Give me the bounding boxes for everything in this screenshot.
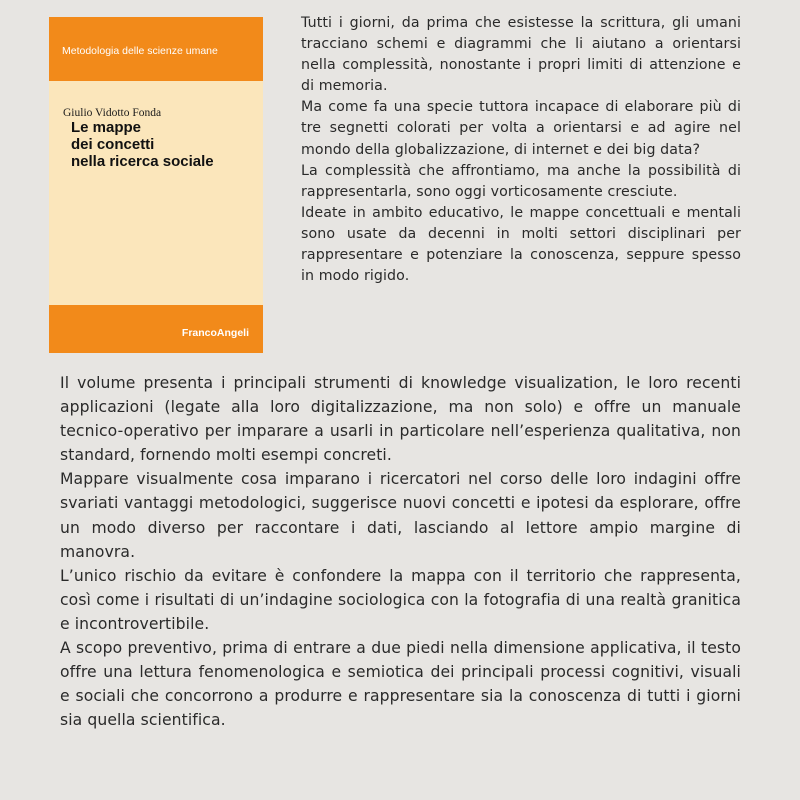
intro-paragraph: Tutti i giorni, da prima che esistesse la scrittura, gli umani tracciano schemi e diagrammi che li aiutano a orientarsi nella complessità, nonostante i propri limiti di attenzione e di memoria.: [301, 15, 741, 95]
cover-title-line: nella ricerca sociale: [71, 153, 214, 170]
cover-title-line: dei concetti: [71, 136, 155, 153]
intro-paragraph: La complessità che affrontiamo, ma anche la possibilità di rappresentarla, sono oggi vorticosamente cresciute.: [301, 162, 741, 200]
cover-author: Giulio Vidotto Fonda: [63, 107, 162, 119]
description-paragraph: L’unico rischio da evitare è confondere la mappa con il territorio che rappresenta, così come i risultati di un’indagine sociologica con la fotografia di una realtà granitica e incontrovertibile.: [60, 566, 741, 633]
cover-title-line: Le mappe: [71, 119, 142, 136]
intro-text-block: [301, 13, 741, 287]
description-paragraph: A scopo preventivo, prima di entrare a due piedi nella dimensione applicativa, il testo offre una lettura fenomenologica e semiotica dei principali processi cognitivi, visuali e sociali che concorrono a produrre e rappresentare sia la conoscenza di tutti i giorni sia quella scientifica.: [60, 639, 741, 730]
cover-title: [71, 119, 214, 170]
description-text-block: [60, 371, 741, 732]
intro-paragraph: Ideate in ambito educativo, le mappe concettuali e mentali sono usate da decenni in molti settori disciplinari per rappresentare e potenziare la conoscenza, seppure spesso in modo rigido.: [301, 204, 741, 285]
description-paragraph: Il volume presenta i principali strumenti di knowledge visualization, le loro recenti applicazioni (legate alla loro digitalizzazione, ma non solo) e offre un manuale tecnico-operativo per imparare a usarli in particolare nell’esperienza qualitativa, non standard, fornendo molti esempi concreti.: [60, 374, 741, 465]
cover-publisher: FrancoAngeli: [181, 327, 249, 339]
book-cover: [49, 17, 263, 353]
description-paragraph: Mappare visualmente cosa imparano i ricercatori nel corso delle loro indagini offre svariati vantaggi metodologici, suggerisce nuovi concetti e ipotesi da esplorare, offre un modo diverso per raccontare i dati, lasciando al lettore ampio margine di manovra.: [60, 470, 741, 561]
intro-paragraph: Ma come fa una specie tuttora incapace di elaborare più di tre segnetti colorati per volta a orientarsi e ad agire nel mondo della globalizzazione, di internet e dei big data?: [301, 99, 741, 158]
cover-series-name: Metodologia delle scienze umane: [62, 45, 218, 57]
